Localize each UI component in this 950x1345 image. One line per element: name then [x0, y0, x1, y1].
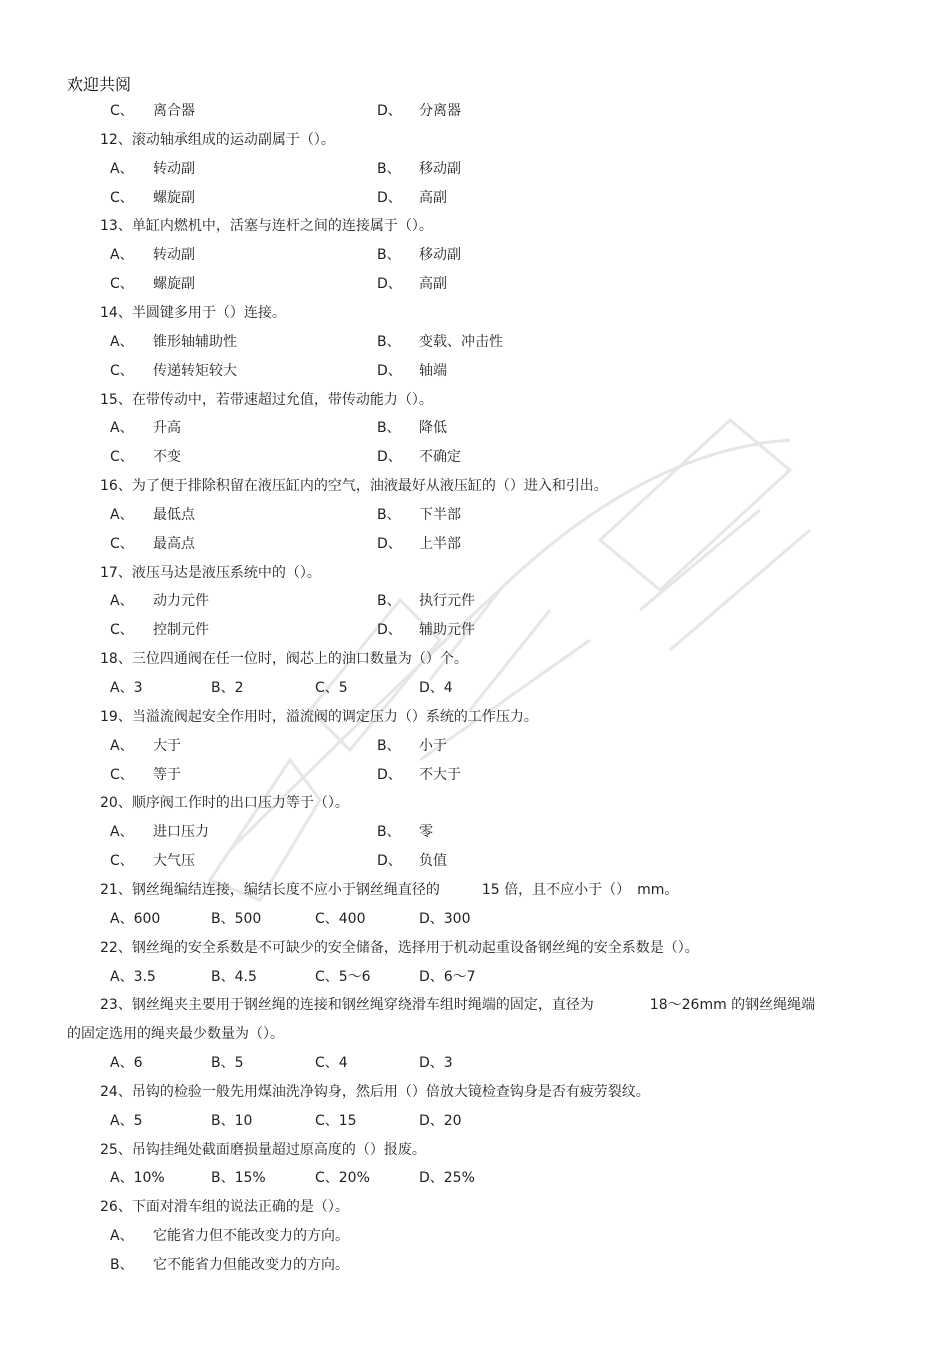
option-text: 锥形轴辅助性: [153, 334, 237, 350]
question-text: 22、钢丝绳的安全系数是不可缺少的安全储备，选择用于机动起重设备钢丝绳的安全系数是（）。: [100, 940, 699, 956]
option-label: C、: [110, 853, 134, 869]
option-text: 进口压力: [153, 824, 209, 840]
option-label: A、: [110, 593, 134, 609]
option-label: B、4.5: [211, 969, 257, 985]
option-text: 它不能省力但能改变力的方向。: [153, 1257, 349, 1273]
option-text: 不大于: [419, 767, 461, 783]
option-text: 负值: [419, 853, 447, 869]
option-label: B、: [110, 1257, 134, 1273]
option-text: 不确定: [419, 449, 461, 465]
option-label: D、: [377, 622, 402, 638]
question-text: 23、钢丝绳夹主要用于钢丝绳的连接和钢丝绳穿绕滑车组时绳端的固定，直径为 18～26mm 的钢丝绳绳端: [100, 997, 816, 1013]
question-text: 17、液压马达是液压系统中的（）。: [100, 565, 321, 581]
question-text: 25、吊钩挂绳处截面磨损量超过原高度的（）报废。: [100, 1142, 426, 1158]
option-text: 高副: [419, 276, 447, 292]
option-text: 最高点: [153, 536, 195, 552]
option-label: B、: [377, 738, 401, 754]
option-label: D、: [377, 103, 402, 119]
option-text: 动力元件: [153, 593, 209, 609]
option-label: C、4: [315, 1055, 348, 1071]
option-text: 最低点: [153, 507, 195, 523]
option-text: 上半部: [419, 536, 461, 552]
option-text: 不变: [153, 449, 181, 465]
option-label: B、: [377, 420, 401, 436]
option-label: C、: [110, 536, 134, 552]
option-label: A、5: [110, 1113, 143, 1129]
question-text: 19、当溢流阀起安全作用时，溢流阀的调定压力（）系统的工作压力。: [100, 709, 538, 725]
option-text: 变载、冲击性: [419, 334, 503, 350]
question-text: 16、为了便于排除积留在液压缸内的空气，油液最好从液压缸的（）进入和引出。: [100, 478, 608, 494]
option-text: 转动副: [153, 161, 195, 177]
option-label: A、3.5: [110, 969, 156, 985]
option-label: A、: [110, 1228, 134, 1244]
option-label: C、: [110, 449, 134, 465]
option-label: D、4: [419, 680, 453, 696]
option-label: D、: [377, 767, 402, 783]
option-label: A、: [110, 161, 134, 177]
option-label: B、10: [211, 1113, 253, 1129]
option-text: 零: [419, 824, 433, 840]
option-label: B、: [377, 507, 401, 523]
option-label: C、15: [315, 1113, 357, 1129]
option-text: 降低: [419, 420, 447, 436]
option-label: A、: [110, 420, 134, 436]
option-label: D、: [377, 853, 402, 869]
option-label: A、: [110, 334, 134, 350]
option-label: B、: [377, 824, 401, 840]
option-label: D、: [377, 449, 402, 465]
option-label: D、300: [419, 911, 471, 927]
option-text: 高副: [419, 190, 447, 206]
option-label: A、10%: [110, 1170, 165, 1186]
option-text: 辅助元件: [419, 622, 475, 638]
option-label: C、: [110, 767, 134, 783]
question-text-continued: 的固定选用的绳夹最少数量为（）。: [67, 1026, 284, 1042]
option-label: A、600: [110, 911, 161, 927]
option-text: 升高: [153, 420, 181, 436]
option-label: B、: [377, 334, 401, 350]
question-text: 12、滚动轴承组成的运动副属于（）。: [100, 132, 335, 148]
option-text: 等于: [153, 767, 181, 783]
option-label: C、: [110, 363, 134, 379]
option-label: D、20: [419, 1113, 462, 1129]
question-text: 26、下面对滑车组的说法正确的是（）。: [100, 1199, 349, 1215]
option-label: C、400: [315, 911, 366, 927]
option-label: D、: [377, 190, 402, 206]
option-text: 轴端: [419, 363, 447, 379]
option-text: 离合器: [153, 103, 195, 119]
option-label: C、20%: [315, 1170, 370, 1186]
option-label: B、: [377, 247, 401, 263]
option-label: C、: [110, 622, 134, 638]
question-text: 20、顺序阀工作时的出口压力等于（）。: [100, 795, 349, 811]
option-text: 螺旋副: [153, 276, 195, 292]
option-label: D、: [377, 363, 402, 379]
option-label: B、: [377, 593, 401, 609]
option-label: C、: [110, 103, 134, 119]
option-label: A、: [110, 824, 134, 840]
question-text: 14、半圆键多用于（）连接。: [100, 305, 286, 321]
option-label: A、: [110, 247, 134, 263]
option-text: 大于: [153, 738, 181, 754]
option-label: D、25%: [419, 1170, 475, 1186]
question-text: 21、钢丝绳编结连接，编结长度不应小于钢丝绳直径的 15 倍，且不应小于（） mm。: [100, 882, 679, 898]
option-label: D、: [377, 276, 402, 292]
option-text: 它能省力但不能改变力的方向。: [153, 1228, 349, 1244]
question-text: 15、在带传动中，若带速超过允值，带传动能力（）。: [100, 392, 433, 408]
question-text: 18、三位四通阀在任一位时，阀芯上的油口数量为（）个。: [100, 651, 468, 667]
option-label: B、15%: [211, 1170, 266, 1186]
option-text: 小于: [419, 738, 447, 754]
option-label: A、: [110, 738, 134, 754]
option-label: C、: [110, 190, 134, 206]
option-text: 下半部: [419, 507, 461, 523]
option-text: 执行元件: [419, 593, 475, 609]
option-label: B、5: [211, 1055, 244, 1071]
option-text: 螺旋副: [153, 190, 195, 206]
option-text: 大气压: [153, 853, 195, 869]
question-text: 24、吊钩的检验一般先用煤油洗净钩身，然后用（）倍放大镜检查钩身是否有疲劳裂纹。: [100, 1084, 650, 1100]
page-header: 欢迎共阅: [67, 75, 132, 94]
option-text: 转动副: [153, 247, 195, 263]
option-label: D、3: [419, 1055, 453, 1071]
option-text: 分离器: [419, 103, 461, 119]
option-text: 移动副: [419, 247, 461, 263]
option-label: B、500: [211, 911, 262, 927]
option-text: 传递转矩较大: [153, 363, 237, 379]
option-label: B、: [377, 161, 401, 177]
option-label: D、6～7: [419, 969, 476, 985]
option-label: B、2: [211, 680, 244, 696]
option-label: A、3: [110, 680, 143, 696]
option-label: C、5～6: [315, 969, 371, 985]
option-text: 移动副: [419, 161, 461, 177]
option-text: 控制元件: [153, 622, 209, 638]
option-label: C、: [110, 276, 134, 292]
option-label: D、: [377, 536, 402, 552]
option-label: A、: [110, 507, 134, 523]
option-label: A、6: [110, 1055, 143, 1071]
option-label: C、5: [315, 680, 348, 696]
question-text: 13、单缸内燃机中，活塞与连杆之间的连接属于（）。: [100, 218, 433, 234]
